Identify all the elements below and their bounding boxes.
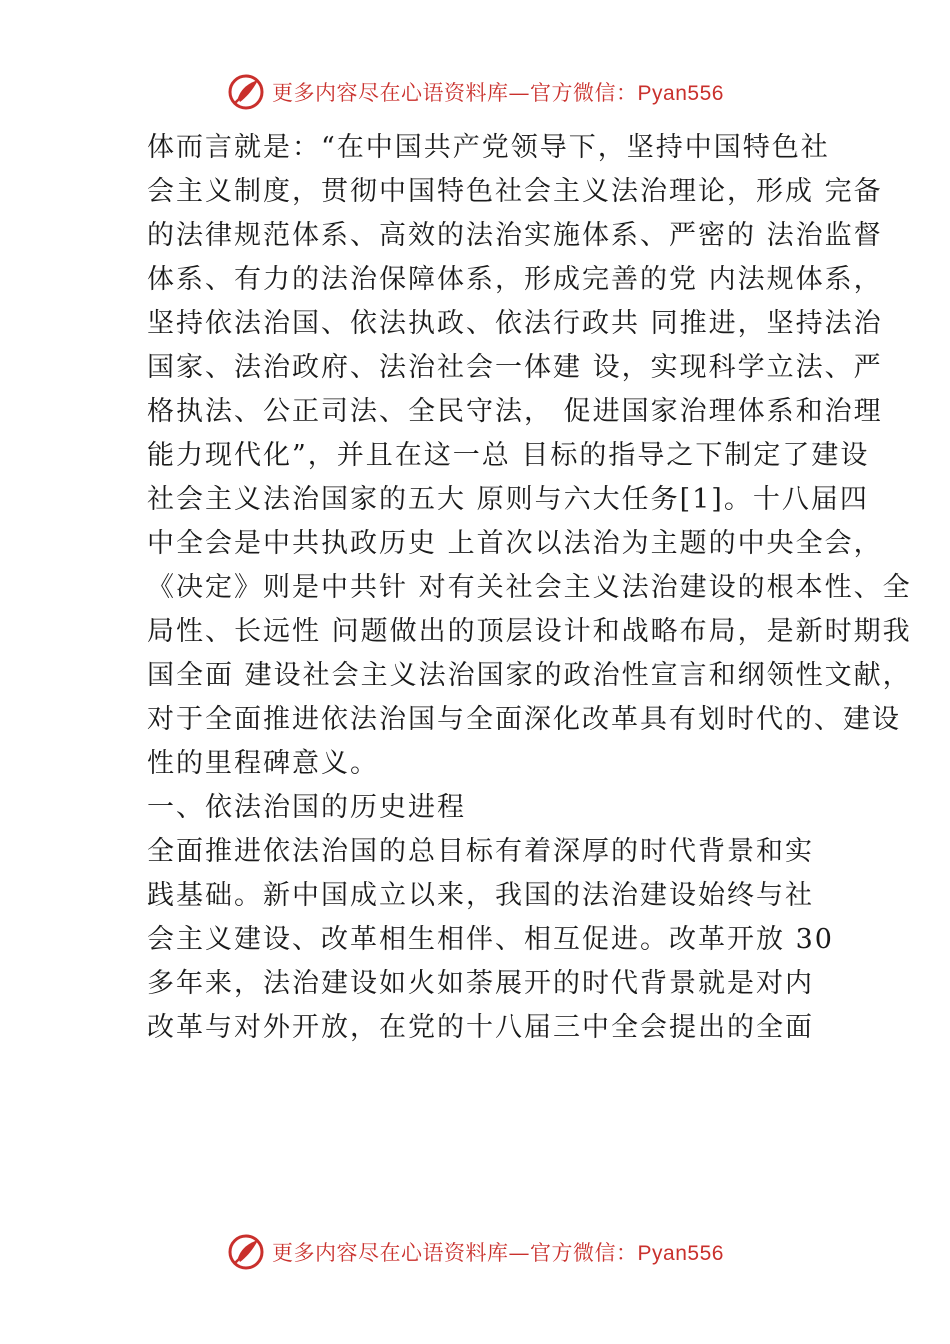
body-line: 会主义建设、改革相生相伴、相互促进。改革开放 30 — [147, 924, 834, 955]
body-line: 会主义制度，贯彻中国特色社会主义法治理论，形成 完备 — [147, 176, 883, 207]
resource-logo-icon — [226, 1232, 266, 1272]
body-line: 践基础。新中国成立以来，我国的法治建设始终与社 — [147, 880, 814, 911]
body-line: 社会主义法治国家的五大 原则与六大任务[1]。十八届四 — [147, 484, 869, 515]
body-line: 改革与对外开放，在党的十八届三中全会提出的全面 — [147, 1012, 814, 1043]
body-line: 全面推进依法治国的总目标有着深厚的时代背景和实 — [147, 836, 814, 867]
body-line: 的法律规范体系、高效的法治实施体系、严密的 法治监督 — [147, 220, 883, 251]
header-banner-text — [272, 77, 724, 107]
body-line: 国全面 建设社会主义法治国家的政治性宣言和纲领性文献， — [147, 660, 912, 691]
body-line: 多年来，法治建设如火如荼展开的时代背景就是对内 — [147, 968, 814, 999]
body-line: 中全会是中共执政历史 上首次以法治为主题的中央全会， — [147, 528, 883, 559]
body-line: 性的里程碑意义。 — [147, 748, 379, 779]
header-wechat-id: Pyan556 — [637, 82, 724, 105]
body-line: 体系、有力的法治保障体系，形成完善的党 内法规体系， — [147, 264, 883, 295]
footer-banner — [0, 1228, 950, 1276]
header-banner — [0, 68, 950, 116]
body-line: 格执法、公正司法、全民守法， 促进国家治理体系和治理 — [147, 396, 883, 427]
body-line: 局性、长远性 问题做出的顶层设计和战略布局，是新时期我 — [147, 616, 912, 647]
body-line: 对于全面推进依法治国与全面深化改革具有划时代的、建设 — [147, 704, 901, 735]
body-line: 国家、法治政府、法治社会一体建 设，实现科学立法、严 — [147, 352, 883, 383]
body-line: 能力现代化”，并且在这一总 目标的指导之下制定了建设 — [147, 440, 870, 471]
body-line: 体而言就是：“在中国共产党领导下，坚持中国特色社 — [147, 132, 830, 163]
resource-logo-icon — [226, 72, 266, 112]
header-banner-label: 更多内容尽在心语资料库—官方微信： — [272, 81, 638, 105]
footer-banner-text — [272, 1237, 724, 1267]
footer-wechat-id: Pyan556 — [637, 1242, 724, 1265]
footer-banner-label: 更多内容尽在心语资料库—官方微信： — [272, 1241, 638, 1265]
section-heading: 一、依法治国的历史进程 — [147, 792, 466, 823]
document-body — [147, 126, 912, 1050]
body-line: 《决定》则是中共针 对有关社会主义法治建设的根本性、全 — [147, 572, 912, 603]
body-line: 坚持依法治国、依法执政、依法行政共 同推进，坚持法治 — [147, 308, 883, 339]
